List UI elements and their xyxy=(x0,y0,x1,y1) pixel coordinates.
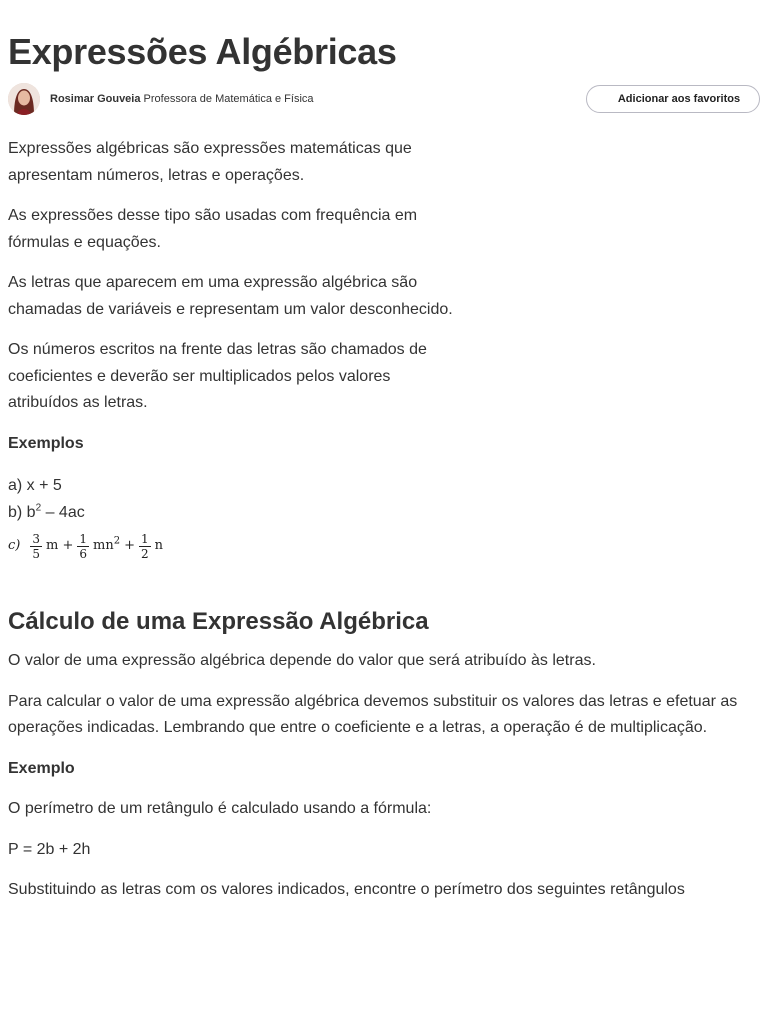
example-b: b) $b^2 - 4ac$ xyxy=(8,502,85,521)
fraction: $\frac{1}{2}$ xyxy=(140,531,149,561)
fraction: $\frac{1}{6}$ xyxy=(79,531,87,561)
author-role: Professora de Matemática e Física xyxy=(143,93,314,105)
example-c-label: c) xyxy=(8,537,21,553)
section-paragraph: O valor de uma expressão algébrica depende do valor que será atribuído às letras. xyxy=(8,652,596,669)
fraction: $\frac{3}{5}$ xyxy=(32,531,40,561)
author-name[interactable]: Rosimar Gouveia xyxy=(50,93,141,105)
section-paragraph: O perímetro de um retângulo é calculado usando a fórmula: xyxy=(8,800,432,817)
example-a: a) x + 5 xyxy=(8,477,62,494)
author-row xyxy=(8,82,760,116)
intro-section xyxy=(8,136,458,417)
section-heading: Cálculo de uma Expressão Algébrica xyxy=(8,608,429,635)
intro-paragraph: As letras que aparecem em uma expressão algébrica são chamadas de variáveis e representam um valor desconhecido. xyxy=(8,274,453,318)
intro-paragraph: As expressões desse tipo são usadas com frequência em fórmulas e equações. xyxy=(8,207,418,251)
intro-paragraph: Expressões algébricas são expressões matemáticas que apresentam números, letras e operações. xyxy=(8,140,412,184)
intro-paragraph: Os números escritos na frente das letras são chamados de coeficientes e deverão ser multiplicados pelos valores atribuídos as letras. xyxy=(8,341,427,411)
examples-heading: Exemplos xyxy=(8,434,84,452)
examples-list xyxy=(8,473,760,566)
section-paragraph: Substituindo as letras com os valores indicados, encontre o perímetro dos seguintes retângulos xyxy=(8,881,685,898)
add-to-favorites-button[interactable]: Adicionar aos favoritos xyxy=(586,85,760,113)
section-paragraph: Para calcular o valor de uma expressão algébrica devemos substituir os valores das letras e efetuar as operações indicadas. Lembrando que entre o coeficiente e a letras, a operação é de multiplicação. xyxy=(8,692,738,736)
page-title: Expressões Algébricas xyxy=(8,31,397,72)
author-photo-icon xyxy=(8,83,40,115)
author-info xyxy=(50,93,314,105)
example-heading: Exemplo xyxy=(8,759,75,777)
avatar xyxy=(8,83,40,115)
formula: P = 2b + 2h xyxy=(8,840,91,858)
example-c: c) $\frac{3}{5}$ m + $\frac{1}{6}$ $mn^2$ + $\frac{1}{2}$ n xyxy=(8,531,163,561)
